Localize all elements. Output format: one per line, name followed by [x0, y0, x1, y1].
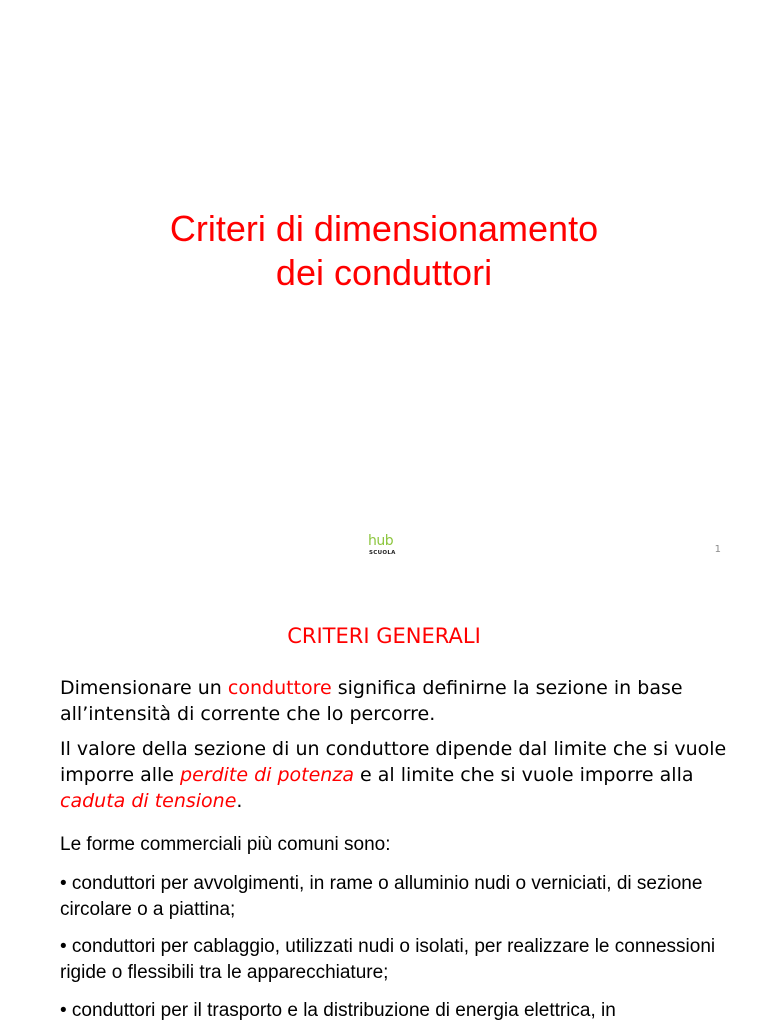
- bullet-item: • conduttori per cablaggio, utilizzati nudi o isolati, per realizzare le connessioni rigide o flessibili tra le apparecchiature;: [60, 936, 716, 983]
- para2-highlight-1: perdite di potenza: [180, 764, 354, 786]
- title-line-1: Criteri di dimensionamento: [169, 208, 599, 249]
- para2-text-1: Il valore della sezione di un conduttore dipende dal limite che si vuole imporre alle: [60, 738, 727, 786]
- para2-text-2: e al limite che si vuole imporre alla: [353, 764, 694, 786]
- title-line-2: dei conduttori: [275, 252, 493, 293]
- para1-text-end: significa definirne la sezione in base all’intensità di corrente che lo percorre.: [60, 677, 683, 725]
- para1-text-start: Dimensionare un: [60, 677, 228, 699]
- paragraph-section-value: [60, 736, 730, 814]
- para1-highlight: conduttore: [227, 677, 332, 699]
- bullet-item: • conduttori per il trasporto e la distribuzione di energia elettrica, in: [60, 1000, 616, 1021]
- bullet-item: • conduttori per avvolgimenti, in rame o alluminio nudi o verniciati, di sezione circolare o a piattina;: [60, 873, 703, 920]
- hub-scuola-logo: [368, 533, 402, 559]
- slide-2: [0, 576, 768, 1024]
- section-heading: CRITERI GENERALI: [287, 624, 481, 648]
- intro-text: Le forme commerciali più comuni sono:: [60, 834, 391, 855]
- page-number: 1: [714, 544, 721, 555]
- para2-text-3: .: [236, 790, 243, 812]
- para2-highlight-2: caduta di tensione: [60, 790, 237, 812]
- slide-title: [0, 207, 768, 295]
- logo-scuola-text: SCUOLA: [369, 550, 396, 556]
- paragraph-definition: [60, 675, 730, 727]
- logo-hub-text: hub: [368, 533, 394, 549]
